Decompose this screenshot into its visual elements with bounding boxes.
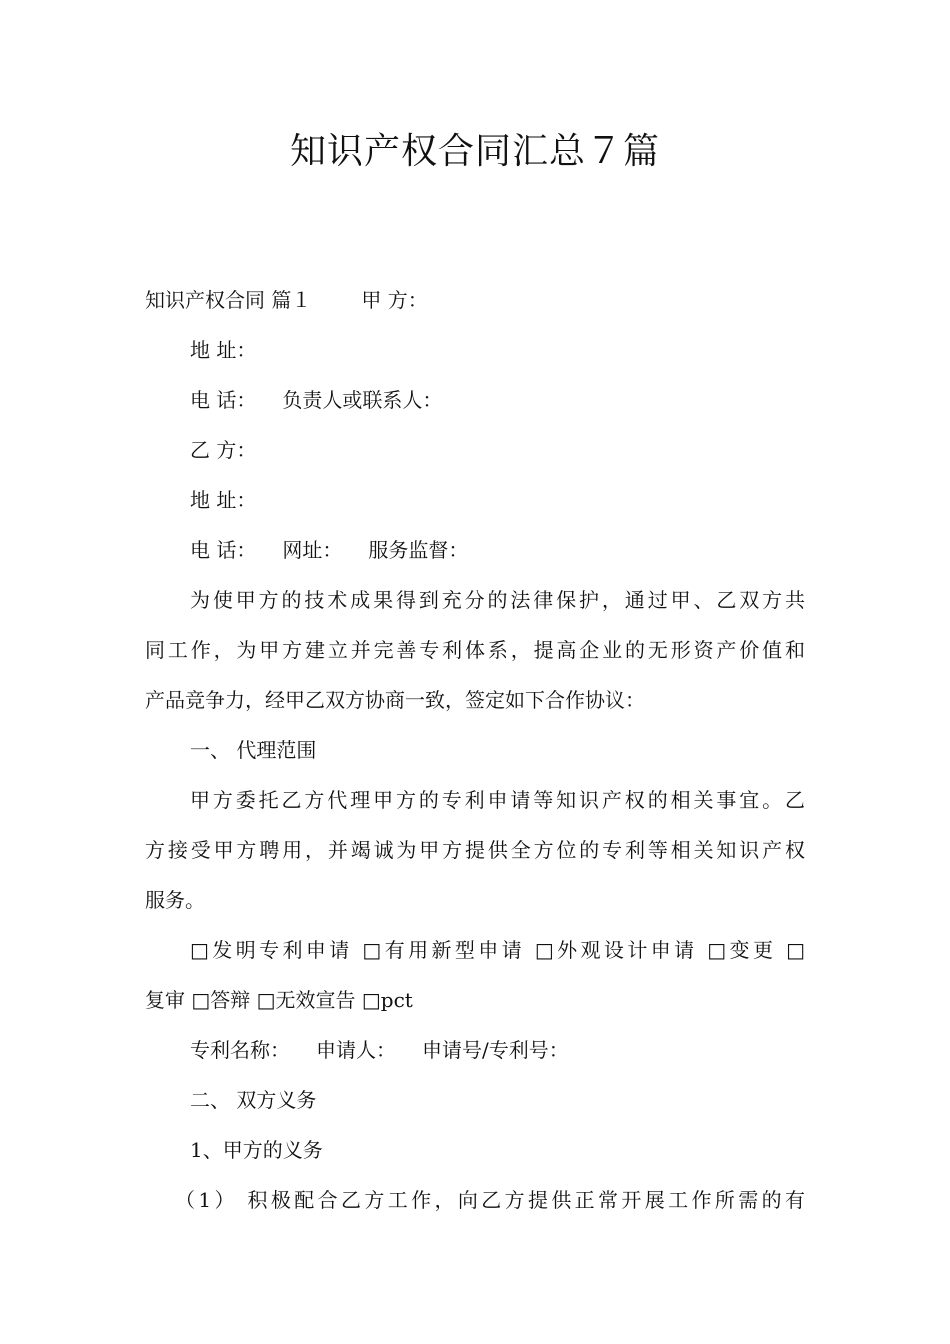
website-label: 网址： — [282, 538, 343, 562]
document-body — [145, 275, 805, 1225]
contact-label: 负责人或联系人： — [282, 388, 443, 412]
address-label: 地 址： — [190, 338, 257, 362]
party-b-label: 乙 方： — [190, 438, 257, 462]
patent-number-label: 申请号/专利号： — [422, 1038, 569, 1062]
phone-label-2: 电 话： — [190, 538, 257, 562]
intro-paragraph-line-2: 同工作，为甲方建立并完善专利体系，提高企业的无形资产价值和 — [145, 638, 805, 662]
patent-info-line — [145, 1025, 805, 1075]
phone-label: 电 话： — [190, 388, 257, 412]
phone-web-supervision-line — [145, 525, 805, 575]
section-heading: 知识产权合同 篇１ — [145, 288, 312, 312]
address-line — [145, 325, 805, 375]
address-line-2 — [145, 475, 805, 525]
applicant-label: 申请人： — [316, 1038, 396, 1062]
phone-contact-line — [145, 375, 805, 425]
party-a-duty-item-1: （1） 积极配合乙方工作，向乙方提供正常开展工作所需的有 — [175, 1188, 805, 1212]
document-title: 知识产权合同汇总７篇 — [289, 131, 660, 172]
duties-heading: 二、 双方义务 — [190, 1088, 317, 1112]
supervision-label: 服务监督： — [368, 538, 469, 562]
party-a-label: 甲 方： — [361, 288, 428, 312]
section-heading-line — [145, 275, 805, 325]
intro-paragraph-line-3: 产品竞争力，经甲乙双方协商一致，签定如下合作协议： — [145, 688, 645, 712]
scope-paragraph-line-3: 服务。 — [145, 888, 205, 912]
scope-paragraph-line-2: 方接受甲方聘用，并竭诚为甲方提供全方位的专利等相关知识产权 — [145, 838, 805, 862]
service-options-line-1: □发明专利申请 □有用新型申请 □外观设计申请 □变更 □ — [190, 938, 805, 962]
service-options-line-2: 复审 □答辩 □无效宣告 □pct — [145, 988, 413, 1012]
address-label-2: 地 址： — [190, 488, 257, 512]
party-a-duties-heading: 1、甲方的义务 — [190, 1138, 323, 1162]
scope-paragraph-line-1: 甲方委托乙方代理甲方的专利申请等知识产权的相关事宜。乙 — [190, 788, 805, 812]
scope-heading: 一、 代理范围 — [190, 738, 317, 762]
patent-name-label: 专利名称： — [190, 1038, 290, 1062]
intro-paragraph-line-1: 为使甲方的技术成果得到充分的法律保护，通过甲、乙双方共 — [190, 588, 805, 612]
party-b-line — [145, 425, 805, 475]
